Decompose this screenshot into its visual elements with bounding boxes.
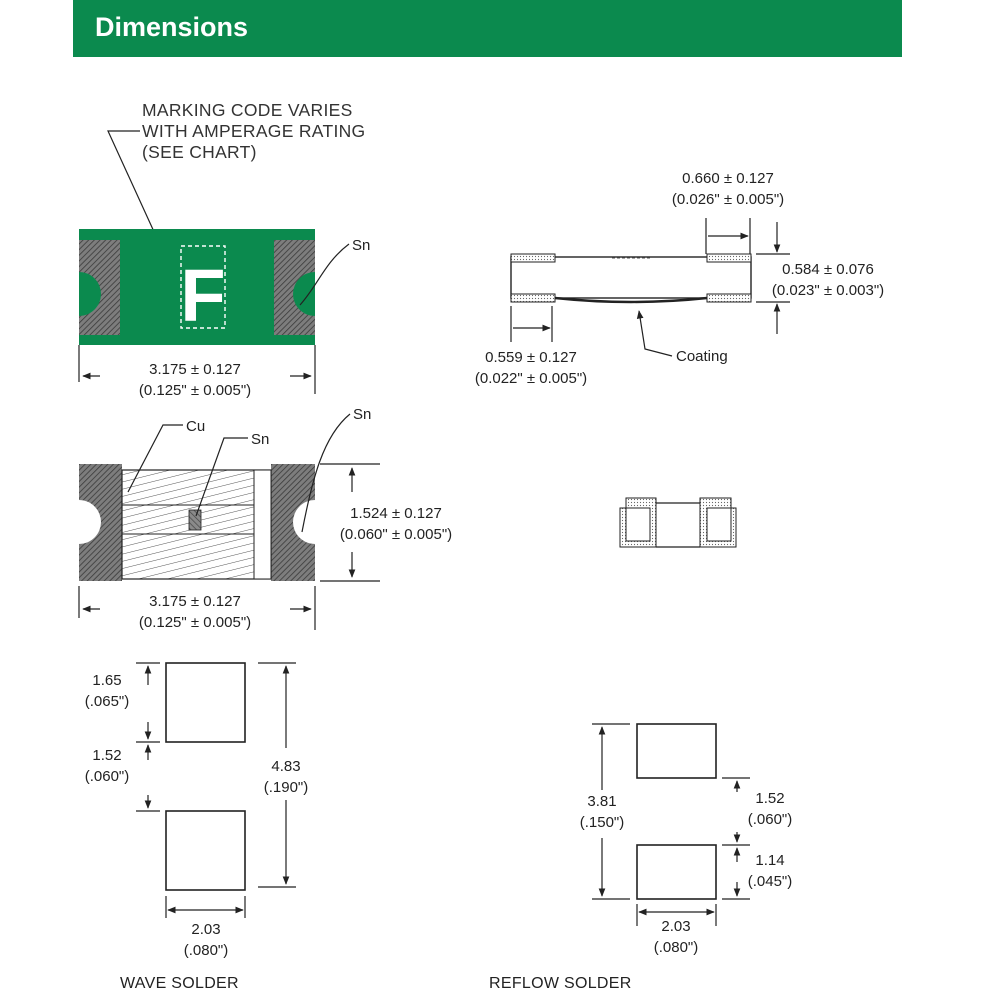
top-length-mm: 3.175 ± 0.127: [149, 361, 241, 378]
reflow-solder-caption: REFLOW SOLDER: [489, 975, 632, 992]
reflow-width-in: (.080"): [653, 939, 699, 956]
copper-element-end: [254, 470, 271, 579]
terminal-width-mm: 0.559 ± 0.127: [485, 349, 577, 366]
wave-total-in: (.190"): [263, 779, 309, 796]
coating-label: Coating: [676, 348, 728, 365]
terminal-bottom-right: [707, 294, 751, 302]
pad-width-mm: 0.660 ± 0.127: [682, 170, 774, 187]
marking-note-line2: WITH AMPERAGE RATING: [142, 121, 366, 141]
height-mm: 0.584 ± 0.076: [782, 261, 874, 278]
wave-width-in: (.080"): [183, 942, 229, 959]
end-terminal-left-inner: [626, 508, 650, 541]
coating-leader: [639, 311, 672, 356]
reflow-width-mm: 2.03: [661, 918, 691, 935]
reflow-solder-footprint: [489, 724, 792, 992]
terminal-top-right: [707, 254, 751, 262]
terminal-top-left: [511, 254, 555, 262]
side-view: [475, 170, 884, 387]
top-length-in: (0.125" ± 0.005"): [138, 382, 252, 399]
reflow-gap-mm: 1.52: [755, 790, 785, 807]
bottom-width-mm: 1.524 ± 0.127: [350, 505, 442, 522]
wave-gap-in: (.060"): [84, 768, 130, 785]
reflow-pad-height-in: (.045"): [747, 873, 793, 890]
reflow-pad-top: [637, 724, 716, 778]
wave-gap-mm: 1.52: [92, 747, 122, 764]
sn-right-label: Sn: [353, 406, 372, 423]
section-title: Dimensions: [95, 12, 249, 42]
terminal-width-in: (0.022" ± 0.005"): [474, 370, 588, 387]
marking-note-line1: MARKING CODE VARIES: [142, 100, 353, 120]
sn-center-label: Sn: [251, 431, 270, 448]
cu-label: Cu: [186, 418, 206, 435]
sn-link-center: [189, 510, 201, 530]
wave-pad-height-mm: 1.65: [92, 672, 122, 689]
marking-note-line3: (SEE CHART): [142, 142, 257, 162]
wave-width-mm: 2.03: [191, 921, 221, 938]
reflow-pad-height-mm: 1.14: [755, 852, 785, 869]
wave-total-mm: 4.83: [271, 758, 301, 775]
terminal-bottom-left: [511, 294, 555, 302]
wave-pad-height-in: (.065"): [84, 693, 130, 710]
reflow-total-mm: 3.81: [587, 793, 617, 810]
top-view: [79, 100, 370, 399]
fuse-body-side: [511, 257, 751, 298]
bottom-length-in: (0.125" ± 0.005"): [138, 614, 252, 631]
wave-pad-top: [166, 663, 245, 742]
wave-solder-caption: WAVE SOLDER: [120, 975, 239, 992]
marking-letter: F: [180, 254, 226, 337]
wave-pad-bottom: [166, 811, 245, 890]
reflow-total-in: (.150"): [579, 814, 625, 831]
end-terminal-right-inner: [707, 508, 731, 541]
bottom-width-in: (0.060" ± 0.005"): [339, 526, 453, 543]
pad-width-in: (0.026" ± 0.005"): [671, 191, 785, 208]
wave-solder-footprint: [85, 663, 309, 992]
bottom-view: [79, 406, 452, 631]
height-in: (0.023" ± 0.003"): [771, 282, 885, 299]
end-view: [620, 498, 736, 547]
reflow-gap-in: (.060"): [747, 811, 793, 828]
sn-label-top: Sn: [352, 237, 371, 254]
reflow-pad-bottom: [637, 845, 716, 899]
bottom-length-mm: 3.175 ± 0.127: [149, 593, 241, 610]
